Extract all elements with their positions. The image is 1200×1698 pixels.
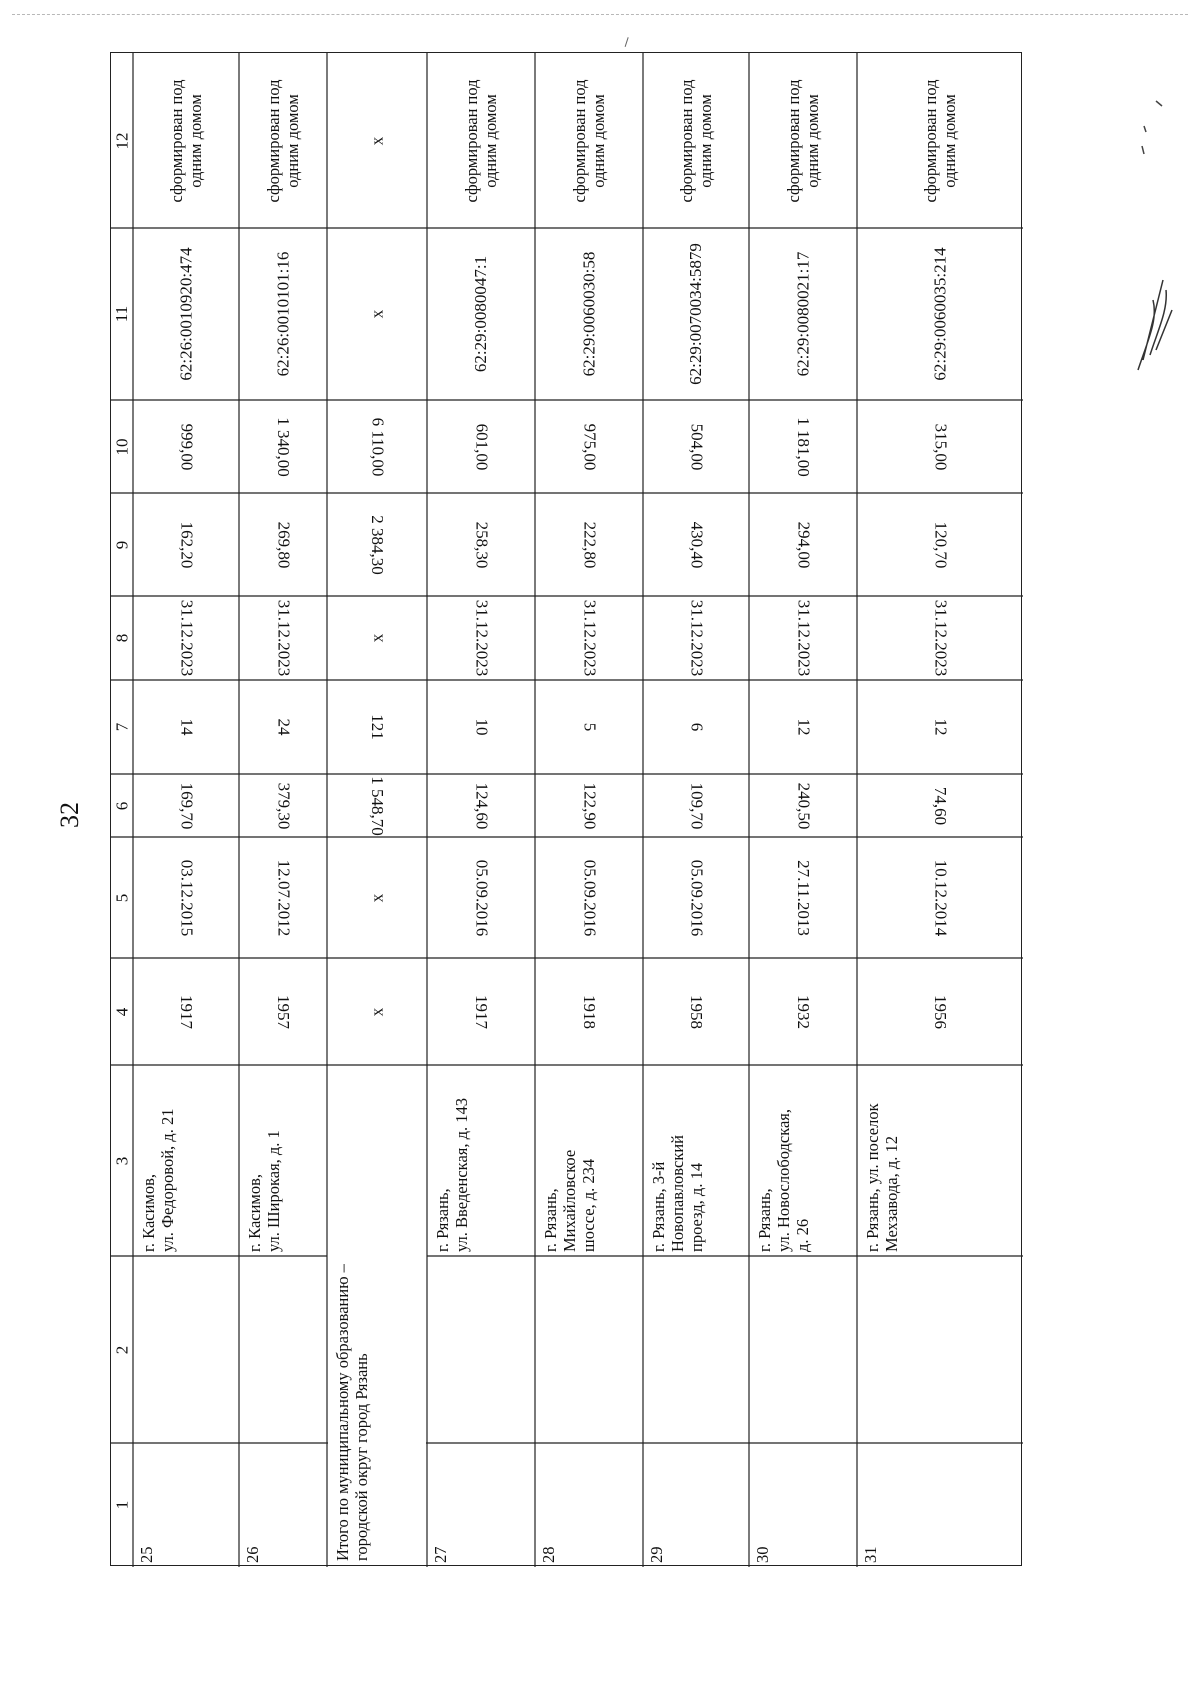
row-number: 28 bbox=[539, 1546, 558, 1563]
cadastral-number: х bbox=[366, 309, 386, 319]
address-cell: г. Рязань, ул. Новослободская, д. 26 bbox=[755, 1108, 812, 1252]
value-cell: 222,80 bbox=[579, 521, 599, 568]
address-cell: г. Касимов, ул. Широкая, д. 1 bbox=[245, 1130, 283, 1252]
deadline-cell: 31.12.2023 bbox=[176, 599, 196, 677]
area-cell: 169,70 bbox=[176, 782, 196, 829]
address-cell: г. Касимов, ул. Федоровой, д. 21 bbox=[139, 1108, 177, 1252]
note-cell: сформирован под одним домом bbox=[677, 78, 715, 203]
column-number: 10 bbox=[112, 438, 131, 455]
count-cell: 12 bbox=[794, 718, 813, 736]
year-built: 1956 bbox=[931, 994, 950, 1029]
address-cell: г. Рязань, Михайловское шоссе, д. 234 bbox=[541, 1149, 598, 1252]
date-cell: 05.09.2016 bbox=[579, 859, 599, 936]
count-cell: 14 bbox=[177, 718, 196, 736]
total-label: Итого по муниципальному образованию – городской округ город Рязань bbox=[333, 1264, 371, 1561]
value-cell: 269,80 bbox=[273, 521, 293, 568]
value-cell: 999,00 bbox=[176, 423, 196, 470]
deadline-cell: 31.12.2023 bbox=[686, 599, 706, 677]
column-number: 7 bbox=[111, 722, 131, 732]
column-number: 1 bbox=[111, 1500, 131, 1510]
column-number: 4 bbox=[111, 1007, 131, 1016]
value-cell: 975,00 bbox=[579, 423, 599, 470]
date-cell: 05.09.2016 bbox=[686, 859, 706, 936]
value-cell: 430,40 bbox=[686, 521, 706, 568]
value-cell: 2 384,30 bbox=[367, 514, 387, 575]
data-table bbox=[110, 52, 1022, 1566]
cadastral-number: 62:29:0070034:5879 bbox=[685, 243, 705, 385]
year-built: 1917 bbox=[472, 994, 491, 1029]
deadline-cell: 31.12.2023 bbox=[793, 599, 813, 677]
note-cell: сформирован под одним домом bbox=[167, 78, 205, 203]
value-cell: 315,00 bbox=[930, 423, 950, 470]
year-built: 1932 bbox=[794, 994, 813, 1029]
column-number: 12 bbox=[112, 132, 131, 149]
value-cell: 1 181,00 bbox=[793, 416, 813, 477]
count-cell: 12 bbox=[931, 718, 950, 736]
value-cell: 601,00 bbox=[471, 423, 491, 470]
date-cell: 03.12.2015 bbox=[176, 859, 196, 936]
column-number: 3 bbox=[111, 1156, 131, 1165]
date-cell: 12.07.2012 bbox=[273, 859, 293, 936]
count-cell: 121 bbox=[367, 714, 387, 740]
column-number: 2 bbox=[111, 1345, 131, 1354]
area-cell: 124,60 bbox=[471, 782, 491, 829]
cadastral-number: 62:29:0080047:1 bbox=[471, 255, 491, 373]
column-number: 11 bbox=[112, 305, 132, 323]
page-number: 32 bbox=[55, 802, 84, 828]
column-number: 5 bbox=[111, 893, 131, 902]
value-cell: 6 110,00 bbox=[367, 417, 387, 476]
column-number: 9 bbox=[111, 540, 131, 549]
deadline-cell: 31.12.2023 bbox=[273, 599, 293, 677]
area-cell: 379,30 bbox=[273, 782, 293, 829]
date-cell: 10.12.2014 bbox=[930, 859, 950, 936]
note-cell: сформирован под одним домом bbox=[462, 78, 500, 203]
year-built: 1917 bbox=[177, 994, 196, 1029]
value-cell: 120,70 bbox=[930, 521, 950, 568]
note-cell: сформирован под одним домом bbox=[784, 78, 822, 203]
scan-edge-line bbox=[12, 14, 1188, 15]
count-cell: 5 bbox=[579, 722, 599, 732]
value-cell: 504,00 bbox=[686, 423, 706, 470]
margin-mark bbox=[1136, 96, 1166, 166]
row-number: 25 bbox=[137, 1546, 156, 1563]
row-number: 27 bbox=[431, 1546, 450, 1563]
row-number: 29 bbox=[647, 1546, 666, 1563]
date-cell: х bbox=[366, 893, 386, 902]
cadastral-number: 62:26:0010101:16 bbox=[272, 251, 292, 377]
value-cell: 1 340,00 bbox=[273, 416, 293, 477]
year-built: 1958 bbox=[687, 994, 706, 1029]
deadline-cell: 31.12.2023 bbox=[579, 599, 599, 677]
year-built: 1957 bbox=[274, 994, 293, 1029]
signature-mark bbox=[1128, 260, 1178, 380]
note-cell: сформирован под одним домом bbox=[570, 78, 608, 203]
cadastral-number: 62:29:0080021:17 bbox=[792, 251, 812, 377]
cadastral-number: 62:29:0060030:58 bbox=[578, 251, 598, 377]
deadline-cell: 31.12.2023 bbox=[471, 599, 491, 677]
area-cell: 74,60 bbox=[931, 786, 951, 825]
note-cell: х bbox=[366, 136, 386, 145]
deadline-cell: 31.12.2023 bbox=[930, 599, 950, 677]
date-cell: 05.09.2016 bbox=[471, 859, 491, 936]
count-cell: 24 bbox=[274, 718, 293, 736]
address-cell: г. Рязань, 3-й Новопавловский проезд, д. 14 bbox=[649, 1135, 706, 1252]
area-cell: 122,90 bbox=[579, 782, 599, 829]
cadastral-number: 62:26:0010920:474 bbox=[176, 247, 196, 381]
deadline-cell: х bbox=[366, 633, 386, 643]
value-cell: 162,20 bbox=[176, 521, 196, 568]
year-built: х bbox=[366, 1007, 386, 1016]
column-number: 6 bbox=[111, 801, 131, 810]
note-cell: сформирован под одним домом bbox=[921, 78, 959, 203]
value-cell: 258,30 bbox=[471, 521, 491, 568]
count-cell: 10 bbox=[472, 718, 491, 736]
address-cell: г. Рязань, ул. Введенская, д. 143 bbox=[433, 1097, 471, 1252]
row-number: 26 bbox=[243, 1546, 262, 1563]
area-cell: 240,50 bbox=[793, 782, 813, 829]
scan-mark bbox=[625, 37, 635, 49]
area-cell: 109,70 bbox=[686, 782, 706, 829]
note-cell: сформирован под одним домом bbox=[264, 78, 302, 203]
address-cell: г. Рязань, ул. поселок Мехзавода, д. 12 bbox=[863, 1103, 901, 1252]
row-number: 30 bbox=[753, 1546, 772, 1563]
date-cell: 27.11.2013 bbox=[793, 859, 813, 936]
column-number: 8 bbox=[111, 633, 131, 643]
value-cell: 294,00 bbox=[793, 521, 813, 568]
cadastral-number: 62:29:0060035:214 bbox=[930, 247, 950, 381]
year-built: 1918 bbox=[580, 994, 599, 1029]
count-cell: 6 bbox=[686, 722, 706, 732]
area-cell: 1 548,70 bbox=[367, 775, 387, 836]
row-number: 31 bbox=[861, 1546, 880, 1563]
table-grid bbox=[111, 53, 1021, 1565]
